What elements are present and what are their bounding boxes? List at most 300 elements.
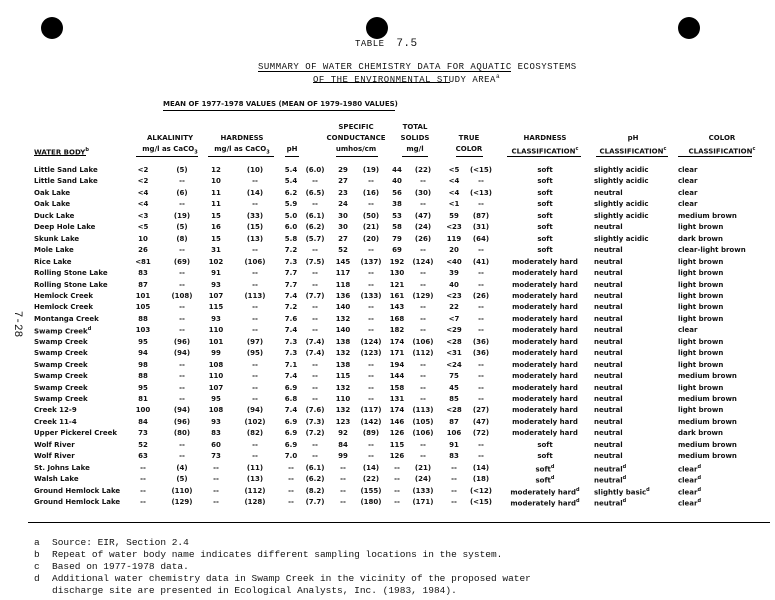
cell-tc2: (87)	[472, 211, 490, 220]
footnote: discharge site are presented in Ecological Analysts, Inc. (1983, 1984).	[52, 585, 457, 596]
cell-name: Oak Lake	[34, 200, 71, 209]
cell-ts: 182	[389, 326, 405, 335]
cell-ts: 143	[389, 303, 405, 312]
cell-sc2: --	[368, 303, 374, 312]
cell-hard2: (15)	[246, 223, 264, 232]
cell-alk: 103	[135, 326, 151, 335]
table-row	[0, 361, 775, 371]
cell-pc: neutral$^d$	[594, 498, 627, 508]
cell-ph: 5.4	[284, 166, 298, 174]
cell-tc: <23	[446, 223, 462, 232]
cell-tc2: (36)	[472, 349, 490, 358]
cell-tc2: (18)	[472, 475, 490, 484]
cell-ts2: (106)	[412, 337, 434, 346]
cell-pc: neutral	[594, 291, 623, 300]
cell-alk2: --	[179, 395, 185, 403]
cell-alk: --	[140, 463, 146, 472]
header-tc-underline	[456, 156, 483, 157]
table-row	[0, 406, 775, 416]
cell-hard2: --	[252, 246, 258, 255]
cell-name: Swamp Creek	[34, 372, 88, 381]
cell-cc: light brown	[678, 257, 724, 266]
cell-alk: <81	[135, 257, 151, 266]
cell-sc2: (21)	[362, 223, 380, 232]
cell-cc: light brown	[678, 360, 724, 369]
cell-tc2: (31)	[472, 223, 490, 232]
cell-ph2: --	[312, 177, 318, 186]
cell-sc2: (155)	[360, 486, 382, 495]
cell-sc: 99	[338, 452, 348, 461]
cell-hard2: --	[252, 200, 258, 209]
cell-alk: 88	[138, 372, 148, 381]
cell-sc2: --	[368, 326, 374, 335]
cell-sc: 138	[335, 360, 351, 369]
cell-tc: 20	[449, 246, 459, 255]
cell-pc: slightly acidic	[594, 200, 649, 209]
cell-hard: --	[213, 486, 219, 495]
cell-hard2: --	[252, 383, 258, 392]
cell-sc2: (117)	[360, 406, 382, 415]
table-row	[0, 258, 775, 268]
cell-hard: 93	[211, 314, 221, 323]
cell-hard: 107	[208, 383, 224, 392]
cell-hard: 83	[211, 429, 221, 438]
cell-alk2: --	[179, 452, 185, 461]
cell-pc: neutral	[594, 337, 623, 346]
cell-ph2: (6.1)	[305, 463, 325, 472]
table-row	[0, 246, 775, 256]
cell-hc: moderately hard	[512, 395, 578, 403]
cell-pc: neutral	[594, 349, 623, 358]
cell-tc2: (<13)	[469, 188, 492, 197]
cell-cc: light brown	[678, 303, 724, 312]
cell-ph2: (6.1)	[305, 211, 325, 220]
cell-cc: light brown	[678, 269, 724, 278]
cell-name: Upper Pickerel Creek	[34, 429, 118, 438]
cell-alk: 52	[138, 440, 148, 449]
cell-tc: <28	[446, 337, 462, 346]
cell-tc: <1	[448, 200, 460, 209]
cell-cc: light brown	[678, 337, 724, 346]
cell-ph: 5.0	[284, 211, 298, 220]
cell-ts2: --	[420, 269, 426, 278]
cell-pc: neutral	[594, 360, 623, 369]
cell-name: Mole Lake	[34, 246, 74, 255]
cell-ph2: (6.2)	[305, 475, 325, 484]
cell-hc: soft	[537, 246, 553, 255]
cell-ts: 69	[392, 246, 402, 255]
cell-pc: neutral	[594, 406, 623, 415]
cell-tc2: (72)	[472, 429, 490, 438]
cell-ts2: --	[420, 314, 426, 323]
cell-name: Wolf River	[34, 440, 75, 449]
cell-sc2: (20)	[362, 234, 380, 243]
cell-hard2: (10)	[246, 166, 264, 174]
cell-alk2: (110)	[171, 486, 193, 495]
cell-tc2: --	[478, 360, 484, 369]
cell-sc: 118	[335, 280, 351, 289]
cell-ts: 171	[389, 349, 405, 358]
table-row	[0, 475, 775, 485]
cell-alk: 105	[135, 303, 151, 312]
cell-hard2: (14)	[246, 188, 264, 197]
cell-ph: 7.4	[284, 291, 298, 300]
cell-ph2: (8.2)	[305, 486, 325, 495]
cell-tc2: --	[478, 372, 484, 381]
cell-alk: <3	[137, 211, 149, 220]
cell-ts2: (129)	[412, 291, 434, 300]
table-row	[0, 212, 775, 222]
cell-tc: <4	[448, 177, 460, 186]
table-row	[0, 429, 775, 439]
cell-pc: neutral	[594, 383, 623, 392]
cell-ph: 6.9	[284, 440, 298, 449]
cell-cc: dark brown	[678, 234, 724, 243]
footnote: a Source: EIR, Section 2.4	[34, 537, 189, 548]
cell-tc2: (64)	[472, 234, 490, 243]
cell-ph2: --	[312, 383, 318, 392]
cell-cc: light brown	[678, 223, 724, 232]
cell-sc: --	[340, 486, 346, 495]
cell-sc: 132	[335, 406, 351, 415]
cell-cc: clear-light brown	[678, 246, 746, 255]
subtitle-underline	[163, 110, 395, 111]
cell-hc: soft$^d$	[535, 475, 555, 485]
cell-hard2: --	[252, 360, 258, 369]
cell-hard: 107	[208, 291, 224, 300]
cell-alk2: (6)	[176, 188, 188, 197]
cell-tc: <4	[448, 188, 460, 197]
cell-hard2: --	[252, 269, 258, 278]
cell-hard: 15	[211, 234, 221, 243]
cell-alk2: (96)	[173, 417, 191, 426]
cell-hard: 16	[211, 223, 221, 232]
cell-hard2: (82)	[246, 429, 264, 438]
cell-hard2: --	[252, 280, 258, 289]
cell-pc: slightly acidic	[594, 166, 649, 174]
cell-hc: moderately hard	[512, 326, 578, 335]
cell-cc: clear$^d$	[678, 498, 702, 508]
cell-hard: 15	[211, 211, 221, 220]
cell-hard2: (95)	[246, 349, 264, 358]
cell-ts2: (47)	[414, 211, 432, 220]
cell-hard2: --	[252, 452, 258, 461]
cell-ts2: (112)	[412, 349, 434, 358]
table-row	[0, 189, 775, 199]
cell-hard: 12	[211, 166, 221, 174]
cell-name: Swamp Creek$^d$	[34, 326, 92, 336]
cell-tc2: --	[478, 440, 484, 449]
cell-sc2: --	[368, 269, 374, 278]
table-subtitle: MEAN OF 1977-1978 VALUES (MEAN OF 1979-1980 VALUES)	[163, 100, 398, 108]
cell-ts: 56	[392, 188, 402, 197]
cell-pc: neutral$^d$	[594, 463, 627, 474]
cell-cc: clear	[678, 166, 698, 174]
cell-name: Oak Lake	[34, 188, 71, 197]
cell-hard: 31	[211, 246, 221, 255]
table-row	[0, 418, 775, 428]
cell-hard2: (106)	[244, 257, 266, 266]
cell-hard2: (102)	[244, 417, 266, 426]
cell-hard2: (94)	[246, 406, 264, 415]
cell-pc: neutral	[594, 223, 623, 232]
cell-sc2: --	[368, 440, 374, 449]
cell-hc: moderately hard	[512, 314, 578, 323]
cell-sc: 115	[335, 372, 351, 381]
cell-alk2: --	[179, 269, 185, 278]
cell-ts: 40	[392, 177, 402, 186]
cell-tc2: (36)	[472, 337, 490, 346]
header-alkalinity: ALKALINITY mg/l as CaCO$_3$	[142, 134, 198, 156]
cell-ts2: (171)	[412, 498, 434, 507]
cell-name: Skunk Lake	[34, 234, 80, 243]
cell-tc: --	[451, 463, 457, 472]
cell-alk: --	[140, 498, 146, 507]
cell-pc: slightly basic$^d$	[594, 486, 650, 496]
cell-ph: 7.1	[284, 360, 298, 369]
cell-sc: 123	[335, 417, 351, 426]
cell-ts2: --	[420, 303, 426, 312]
cell-ph2: (5.7)	[305, 234, 325, 243]
cell-cc: light brown	[678, 349, 724, 358]
cell-cc: clear	[678, 177, 698, 186]
cell-ph: 6.2	[284, 188, 298, 197]
cell-hc: moderately hard	[512, 417, 578, 426]
cell-hard2: --	[252, 303, 258, 312]
cell-ts: 58	[392, 223, 402, 232]
punch-hole-center	[366, 17, 388, 39]
cell-tc2: (<12)	[469, 486, 492, 495]
cell-hard: 11	[211, 200, 221, 209]
cell-name: Swamp Creek	[34, 337, 88, 346]
table-row	[0, 395, 775, 405]
cell-alk2: (5)	[176, 475, 188, 484]
cell-pc: neutral	[594, 429, 623, 438]
cell-sc: 110	[335, 395, 351, 403]
table-row	[0, 269, 775, 279]
header-specific-conductance: SPECIFIC CONDUCTANCE umhos/cm	[326, 123, 386, 153]
cell-ts: 131	[389, 395, 405, 403]
cell-ts: --	[394, 463, 400, 472]
cell-ts: 146	[389, 417, 405, 426]
cell-tc2: (26)	[472, 291, 490, 300]
cell-sc2: (89)	[362, 429, 380, 438]
cell-sc: --	[340, 498, 346, 507]
cell-hard2: --	[252, 177, 258, 186]
cell-alk: --	[140, 475, 146, 484]
cell-name: Swamp Creek	[34, 383, 88, 392]
cell-hc: soft	[537, 188, 553, 197]
cell-sc2: (137)	[360, 257, 382, 266]
cell-hard2: (97)	[246, 337, 264, 346]
cell-ts: 144	[389, 372, 405, 381]
cell-tc: --	[451, 486, 457, 495]
cell-ph: 7.7	[284, 280, 298, 289]
footnote: d Additional water chemistry data in Swamp Creek in the vicinity of the proposed water	[34, 573, 531, 584]
cell-pc: neutral	[594, 188, 623, 197]
cell-hc: soft	[537, 223, 553, 232]
cell-hard: 73	[211, 452, 221, 461]
cell-ts2: --	[420, 383, 426, 392]
cell-ph2: (6.0)	[305, 166, 325, 174]
header-water-body-underline	[34, 155, 86, 156]
cell-alk: 73	[138, 429, 148, 438]
header-true-color: TRUE COLOR	[455, 134, 483, 153]
cell-pc: neutral	[594, 257, 623, 266]
cell-ph2: (7.7)	[305, 498, 325, 507]
table-row	[0, 177, 775, 187]
cell-ts2: (26)	[414, 234, 432, 243]
cell-ph2: (7.6)	[305, 406, 325, 415]
cell-ph: 6.0	[284, 223, 298, 232]
cell-sc2: --	[368, 395, 374, 403]
cell-ts2: --	[420, 246, 426, 255]
table-row	[0, 223, 775, 233]
cell-ts2: --	[420, 177, 426, 186]
cell-sc: 145	[335, 257, 351, 266]
cell-alk: 95	[138, 337, 148, 346]
table-title-line1: SUMMARY OF WATER CHEMISTRY DATA FOR AQUATIC ECOSYSTEMS	[258, 62, 577, 72]
cell-alk: 83	[138, 269, 148, 278]
header-water-body: WATER BODY$^b$	[34, 147, 89, 157]
cell-hc: moderately hard	[512, 303, 578, 312]
cell-alk: 98	[138, 360, 148, 369]
cell-ts2: (22)	[414, 166, 432, 174]
cell-tc2: (<15)	[469, 498, 492, 507]
cell-hc: soft$^d$	[535, 463, 555, 474]
cell-tc: 106	[446, 429, 462, 438]
cell-ts2: (113)	[412, 406, 434, 415]
cell-ph2: --	[312, 314, 318, 323]
header-total-solids: TOTAL SOLIDS mg/l	[400, 123, 430, 153]
cell-sc: --	[340, 475, 346, 484]
table-row	[0, 326, 775, 336]
cell-tc: <7	[448, 314, 460, 323]
cell-tc2: --	[478, 314, 484, 323]
cell-alk2: --	[179, 360, 185, 369]
table-row	[0, 452, 775, 462]
cell-tc: 40	[449, 280, 459, 289]
punch-hole-right	[678, 17, 700, 39]
cell-hc: moderately hard	[512, 280, 578, 289]
cell-sc: 138	[335, 337, 351, 346]
cell-ph: --	[288, 498, 294, 507]
cell-sc2: (123)	[360, 349, 382, 358]
cell-sc2: --	[368, 372, 374, 381]
cell-ts2: (24)	[414, 223, 432, 232]
cell-hard: 99	[211, 349, 221, 358]
cell-ts2: --	[420, 280, 426, 289]
cell-hc: moderately hard$^d$	[510, 486, 580, 496]
cell-ph2: --	[312, 280, 318, 289]
cell-alk: 26	[138, 246, 148, 255]
cell-ph: --	[288, 463, 294, 472]
header-hardness-classification: HARDNESS CLASSIFICATION$^c$	[511, 134, 579, 156]
cell-sc: 30	[338, 223, 348, 232]
table-row	[0, 292, 775, 302]
cell-sc: 140	[335, 326, 351, 335]
table-row	[0, 384, 775, 394]
cell-hard2: (128)	[244, 498, 266, 507]
cell-hc: moderately hard	[512, 360, 578, 369]
table-row	[0, 372, 775, 382]
cell-ph: 7.7	[284, 269, 298, 278]
cell-sc2: --	[368, 383, 374, 392]
cell-hard: --	[213, 498, 219, 507]
cell-ts2: (106)	[412, 429, 434, 438]
cell-alk: 95	[138, 383, 148, 392]
cell-ts2: (24)	[414, 475, 432, 484]
table-row	[0, 498, 775, 508]
cell-ph: --	[288, 486, 294, 495]
cell-sc: 132	[335, 349, 351, 358]
cell-sc2: (124)	[360, 337, 382, 346]
cell-hc: moderately hard	[512, 406, 578, 415]
cell-hard: 95	[211, 395, 221, 403]
cell-name: Wolf River	[34, 452, 75, 461]
cell-ph2: --	[312, 360, 318, 369]
cell-alk2: (94)	[173, 406, 191, 415]
cell-ph2: --	[312, 246, 318, 255]
cell-pc: neutral	[594, 326, 623, 335]
cell-ph: 7.2	[284, 303, 298, 312]
cell-hard2: (13)	[246, 475, 264, 484]
cell-sc2: (133)	[360, 291, 382, 300]
cell-pc: slightly acidic	[594, 234, 649, 243]
cell-tc: <24	[446, 360, 462, 369]
table-row	[0, 464, 775, 474]
cell-name: Montanga Creek	[34, 314, 99, 323]
cell-hc: moderately hard	[512, 269, 578, 278]
header-ph: pH	[286, 145, 298, 153]
cell-ph: 5.4	[284, 177, 298, 186]
cell-sc2: (22)	[362, 475, 380, 484]
cell-ts: --	[394, 475, 400, 484]
cell-sc: 23	[338, 188, 348, 197]
header-alkalinity-underline	[136, 156, 198, 157]
cell-alk2: --	[179, 200, 185, 209]
cell-hard: 110	[208, 372, 224, 381]
table-label: TABLE 7.5	[355, 38, 418, 50]
cell-hc: soft	[537, 166, 553, 174]
cell-pc: neutral	[594, 269, 623, 278]
cell-ts: 174	[389, 406, 405, 415]
cell-alk2: (69)	[173, 257, 191, 266]
cell-tc: 85	[449, 395, 459, 403]
cell-ts: 121	[389, 280, 405, 289]
cell-hard: --	[213, 463, 219, 472]
table-title-line2: OF THE ENVIRONMENTAL STUDY AREA$^a$	[313, 73, 501, 85]
cell-name: Duck Lake	[34, 211, 75, 220]
cell-ph2: --	[312, 440, 318, 449]
table-row	[0, 200, 775, 210]
cell-pc: neutral	[594, 452, 623, 461]
cell-ph: 7.6	[284, 314, 298, 323]
cell-cc: clear$^d$	[678, 475, 702, 485]
cell-name: Little Sand Lake	[34, 177, 98, 186]
cell-ph: 7.4	[284, 326, 298, 335]
cell-ts: 53	[392, 211, 402, 220]
cell-hc: moderately hard	[512, 257, 578, 266]
cell-ph2: (7.3)	[305, 417, 325, 426]
cell-tc: <23	[446, 291, 462, 300]
cell-alk2: (108)	[171, 291, 193, 300]
header-hc-underline	[507, 156, 581, 157]
cell-ph: 7.0	[284, 452, 298, 461]
header-hardness: HARDNESS mg/l as CaCO$_3$	[214, 134, 270, 156]
cell-cc: medium brown	[678, 372, 737, 381]
cell-tc: --	[451, 498, 457, 507]
